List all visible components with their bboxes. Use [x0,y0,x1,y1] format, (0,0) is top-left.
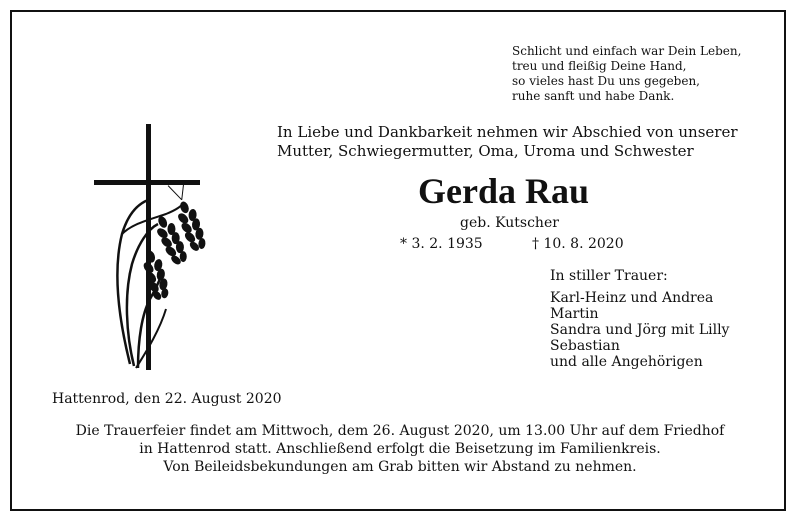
notice-line: in Hattenrod statt. Anschließend erfolgt die Beisetzung im Familienkreis. [139,441,661,457]
mourner-name: Karl-Heinz und Andrea [550,290,714,306]
deceased-name: Gerda Rau [418,171,589,211]
mourner-name: und alle Angehörigen [550,354,703,370]
mourner-name: Sandra und Jörg mit Lilly [550,322,730,338]
mourners-heading: In stiller Trauer: [550,268,668,284]
maiden-name: geb. Kutscher [460,215,559,231]
mourner-name: Sebastian [550,338,620,354]
birth-date: * 3. 2. 1935 [400,236,483,252]
cross-with-wheat-icon [92,124,216,372]
mourners-block [550,268,729,370]
mourner-name: Martin [550,306,599,322]
place-and-date: Hattenrod, den 22. August 2020 [52,391,282,407]
intro-line: Mutter, Schwiegermutter, Oma, Uroma und Schwester [277,142,694,160]
poem-line: treu und fleißig Deine Hand, [512,59,687,73]
notice-line: Die Trauerfeier findet am Mittwoch, dem 26. August 2020, um 13.00 Uhr auf dem Friedhof [75,423,725,439]
poem-line: so vieles hast Du uns gegeben, [512,74,700,88]
poem [512,44,741,104]
poem-line: ruhe sanft und habe Dank. [512,89,675,103]
intro-text [277,123,738,161]
poem-line: Schlicht und einfach war Dein Leben, [512,44,742,58]
funeral-notice [40,422,760,476]
death-date: † 10. 8. 2020 [532,236,624,252]
intro-line: In Liebe und Dankbarkeit nehmen wir Abschied von unserer [277,123,738,141]
notice-line: Von Beileidsbekundungen am Grab bitten wir Abstand zu nehmen. [163,459,637,475]
